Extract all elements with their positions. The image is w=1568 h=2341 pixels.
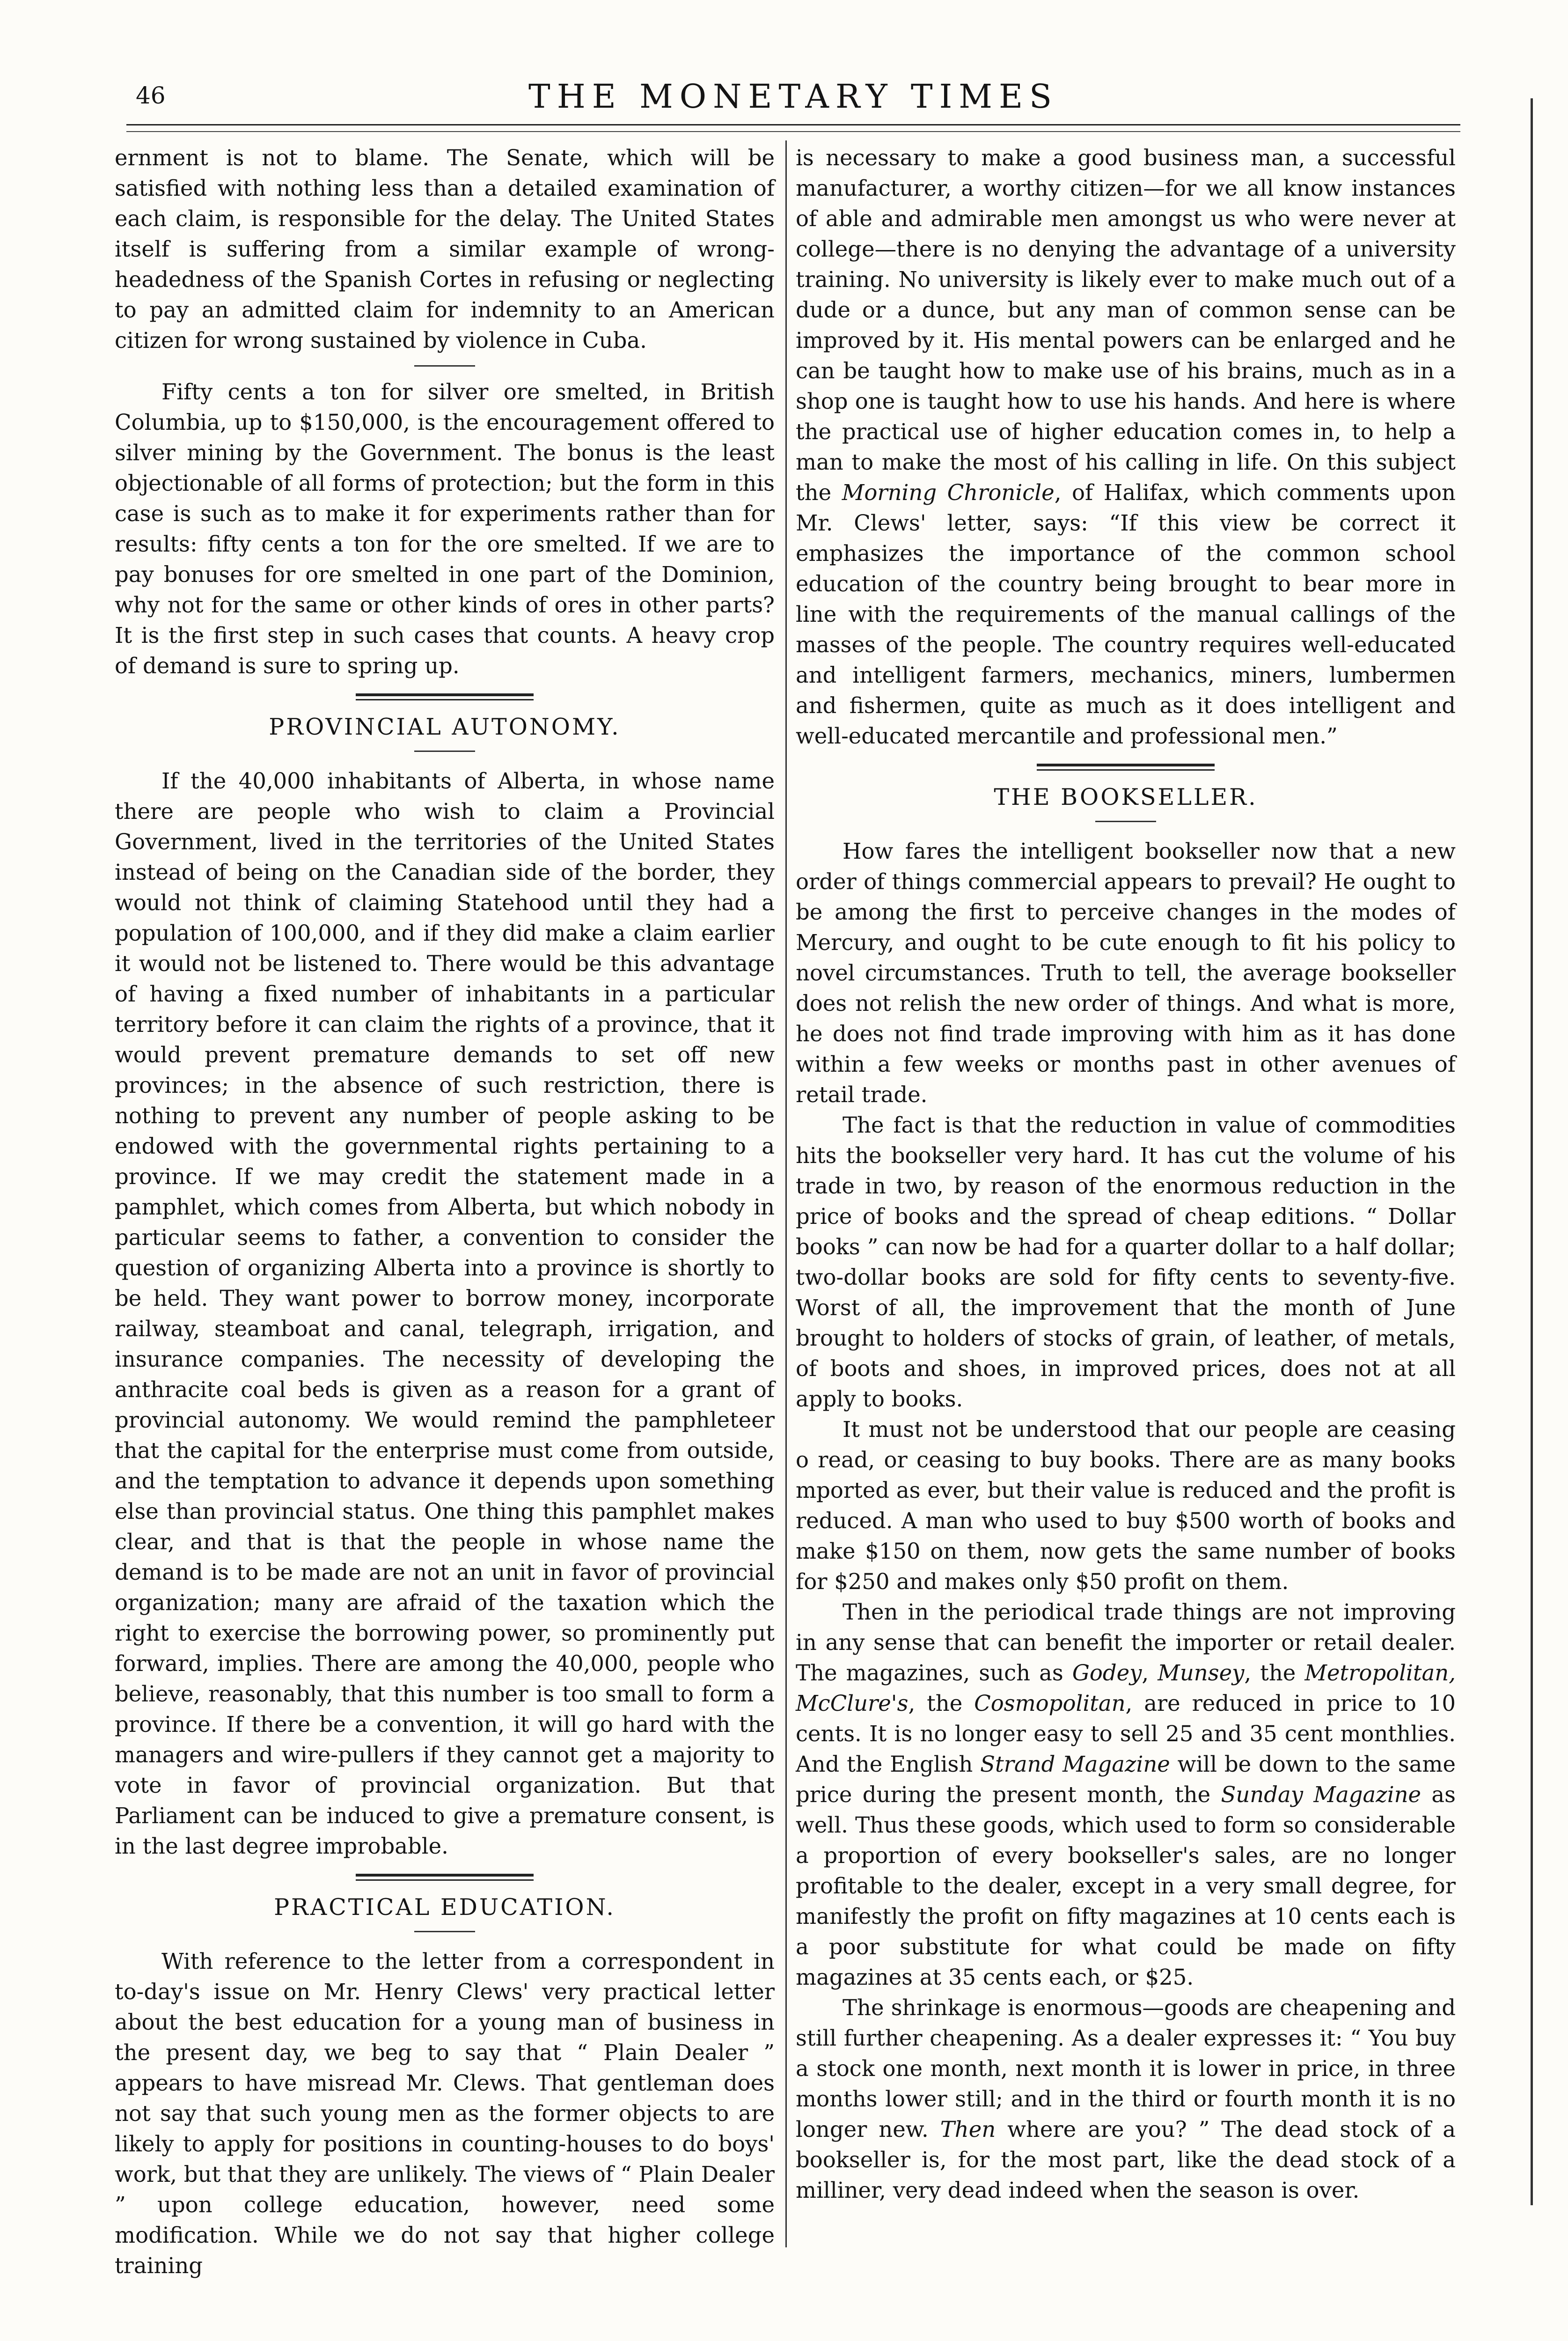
bookseller-paragraph-5 [796,1993,1456,2206]
continued-paragraph: ernment is not to blame. The Senate, which will be satisfied with nothing less than a detailed examination of each claim, is responsible for the delay. The United States itself is suffering from a similar example of wrong-headedness of the Spanish Cortes in refusing or neglecting to pay an admitted claim for indemnity to an American citizen for wrong sustained by violence in Cuba. [115,145,775,353]
heading-underline [414,751,475,752]
magazine-title: McClure's [796,1691,909,1716]
text-segment: The shrinkage is enormous—goods are cheapening and still further cheapening. As a dealer expresses it: “ You buy a stock one month, next month it is lower in price, in three months lower still; and in the third or fourth month it is no longer new. [796,1995,1456,2142]
bookseller-paragraph-4: Then in the periodical trade things are not improving in any sense that can benefit the importer or retail dealer. The magazines, such as Godey, Munsey, the Metropolitan, McClure's, the Cosmopolitan, are reduced in price to 10 cents. It is no longer easy to sell 25 and 35 cent monthlies. And the English Strand Magazine will be down to the same price during the present month, the Sunday Magazine as well. Thus these goods, which used to form so considerable a proportion of every bookseller's sales, are no longer profitable to the dealer, except in a very small degree, for manifestly the profit on fifty magazines at 10 cents each is a poor substitute for what could be made on fifty magazines at 35 cents each, or $25. [796,1599,1456,1990]
section-divider [356,1874,534,1881]
header-rule [126,124,1460,125]
magazine-title: Sunday Magazine [1221,1782,1421,1807]
bookseller-paragraph-1: How fares the intelligent bookseller now that a new order of things commercial appears to prevail? He ought to be among the first to perceive changes in the modes of Mercury, and ought to be cute enough to fit his policy to novel circumstances. Truth to tell, the average bookseller does not relish the new order of things. And what is more, he does not find trade improving with him as it has done within a few weeks or months past in other avenues of retail trade. [796,839,1456,1107]
section-heading-bookseller: THE BOOKSELLER. [994,784,1258,810]
provincial-autonomy-paragraph: If the 40,000 inhabitants of Alberta, in whose name there are people who wish to claim a Provincial Government, lived in the territories of the United States instead of being on the Canadian side of the border, they would not think of claiming Statehood until they had a population of 100,000, and if they did make a claim earlier it would not be listened to. There would be this advantage of having a fixed number of inhabitants in a particular territory before it can claim the rights of a province, that it would prevent premature demands to set off new provinces; in the absence of such restriction, there is nothing to prevent any number of people asking to be endowed with the governmental rights pertaining to a province. If we may credit the statement made in a pamphlet, which comes from Alberta, but which nobody in particular seems to father, a convention to consider the question of organizing Alberta into a province is shortly to be held. They want power to borrow money, incorporate railway, steamboat and canal, telegraph, irrigation, and insurance companies. The necessity of developing the anthracite coal beds is given as a reason for a grant of provincial autonomy. We would remind the pamphleteer that the capital for the enterprise must come from outside, and the temptation to advance it depends upon something else than provincial status. One thing this pamphlet makes clear, and that is that the people in whose name the demand is to be made are not an unit in favor of provincial organization; many are afraid of the taxation which the right to exercise the borrowing power, so prominently put forward, implies. There are among the 40,000, people who believe, reasonably, that this number is too small to form a province. If there be a convention, it will go hard with the managers and wire-pullers if they cannot get a majority to vote in favor of provincial organization. But that Parliament can be induced to give a premature consent, is in the last degree improbable. [115,768,775,1859]
bookseller-paragraph-2: The fact is that the reduction in value of commodities hits the bookseller very hard. It has cut the volume of his trade in two, by reason of the enormous reduction in the price of books and the spread of cheap editions. “ Dollar books ” can now be had for a quarter dollar to a half dollar; two-dollar books are sold for fifty cents to seventy-five. Worst of all, the improvement that the month of June brought to holders of stocks of grain, of leather, of metals, of boots and shoes, in improved prices, does not at all apply to books. [796,1112,1456,1412]
bookseller-paragraph-3: It must not be understood that our people are ceasing o read, or ceasing to buy books. There are as many books mported as ever, but their value is reduced and the profit is reduced. A man who used to buy $500 worth of books and make $150 on them, now gets the same number of books for $250 and makes only $50 profit on them. [796,1417,1456,1594]
text-segment: will be down to the same price during the present month, the [796,1752,1456,1807]
text-segment: as well. Thus these goods, which used to form so considerable a proportion of every bookseller's sales, are no longer profitable to the dealer, except in a very small degree, for manifestly the profit on fifty magazines at 10 cents each is a poor substitute for what could be made on fifty magazines at 35 cents each, or $25. [796,1782,1456,1990]
page-number: 46 [136,82,166,109]
text-segment: where are you? ” The dead stock of a bookseller is, for the most part, like the dead stock of a milliner, very dead indeed when the season is over. [796,2117,1456,2203]
right-column [796,143,1456,2206]
education-text-part2: , of Halifax, which comments upon Mr. Clews' letter, says: “If this view be correct it emphasizes the importance of the common school education of the country being brought to bear more in line with the requirements of the manual callings of the masses of the people. The country requires well-educated and intelligent farmers, mechanics, miners, lumbermen and fishermen, quite as much as it does intelligent and well-educated mercantile and professional men.” [796,480,1456,749]
header-rule-secondary [126,131,1460,132]
magazine-title: Godey [1072,1660,1142,1686]
section-heading-provincial-autonomy: PROVINCIAL AUTONOMY. [269,714,621,740]
heading-underline [1095,821,1156,822]
column-divider [785,140,787,2247]
section-heading-practical-education: PRACTICAL EDUCATION. [274,1894,615,1921]
journal-title: THE MONETARY TIMES [528,77,1058,116]
left-column [115,143,775,2281]
section-divider [356,693,534,700]
silver-bonus-paragraph: Fifty cents a ton for silver ore smelted, in British Columbia, up to $150,000, is the encouragement offered to silver mining by the Government. The bonus is the least objectionable of all forms of protection; but the form in this case is such as to make it for experiments rather than for results: fifty cents a ton for the ore smelted. If we are to pay bonuses for ore smelted in one part of the Dominion, why not for the same or other kinds of ores in other parts? It is the first step in such cases that counts. A heavy crop of demand is sure to spring up. [115,379,775,678]
newspaper-title: Morning Chronicle [842,480,1055,505]
emphasis-word: Then [940,2117,996,2142]
practical-education-paragraph: With reference to the letter from a correspondent in to-day's issue on Mr. Henry Clews' very practical letter about the best education for a young man of business in the present day, we beg to say that “ Plain Dealer ” appears to have misread Mr. Clews. That gentleman does not say that such young men as the former objects to are likely to apply for positions in counting-houses to do boys' work, but that they are unlikely. The views of “ Plain Dealer ” upon college education, however, need some modification. While we do not say that higher college training [115,1949,775,2278]
magazine-title: Cosmopolitan [974,1691,1126,1716]
item-separator [414,365,475,367]
section-divider [1037,764,1215,771]
education-continued-paragraph [796,143,1456,751]
magazine-title: Strand Magazine [980,1752,1170,1777]
masthead [131,73,1456,124]
education-text-part1: is necessary to make a good business man, a successful manufacturer, a worthy citizen—for we all know instances of able and admirable men amongst us who were never at college—there is no denying the advantage of a university training. No university is likely ever to make much out of a dude or a dunce, but any man of common sense can be improved by it. His mental powers can be enlarged and he can be taught how to make use of his brains, much as in a shop one is taught how to use his hands. And here is where the practical use of higher education comes in, to help a man to make the most of his calling in life. On this subject the [796,145,1456,505]
text-segment: Then in the periodical trade things are not improving in any sense that can benefit the importer or retail dealer. The magazines, such as [796,1599,1456,1686]
magazine-title: Munsey [1158,1660,1245,1686]
page-margin-edge [1531,98,1533,2205]
heading-underline [414,1931,475,1932]
text-segment: , are reduced in price to 10 cents. It is no longer easy to sell 25 and 35 cent monthlies. And the English [796,1691,1456,1777]
magazine-title: Metropolitan, [1304,1660,1456,1686]
